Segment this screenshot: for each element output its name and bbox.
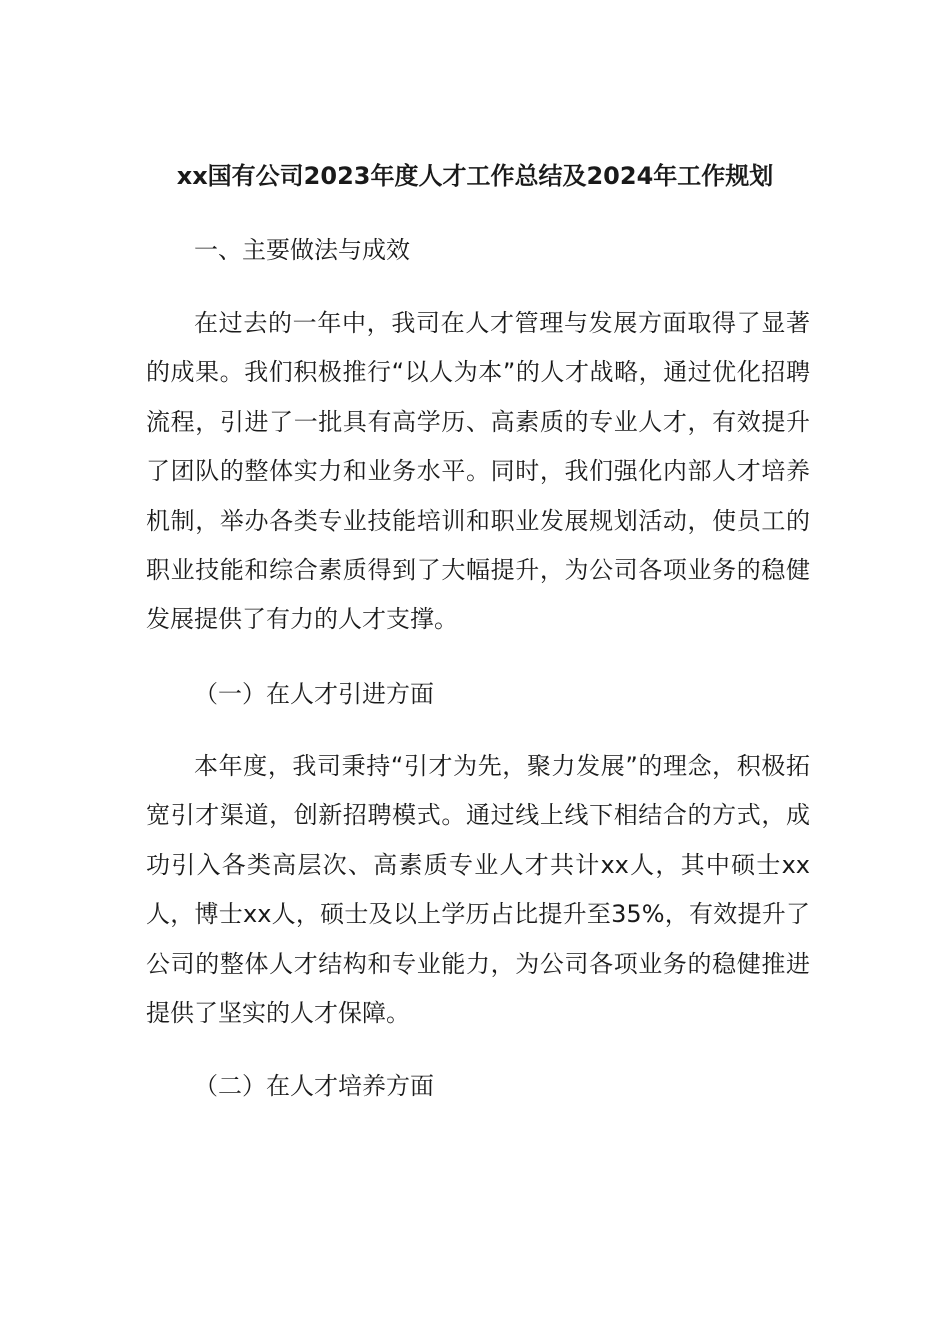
- document-title: xx国有公司2023年度人才工作总结及2024年工作规划: [176, 162, 774, 190]
- subsection-heading-talent-cultivation: （二）在人才培养方面: [194, 1072, 434, 1100]
- section-paragraph-main-practices: 在过去的一年中，我司在人才管理与发展方面取得了显著的成果。我们积极推行“以人为本”的人才战略，通过优化招聘流程，引进了一批具有高学历、高素质的专业人才，有效提升了团队的整体实力和业务水平。同时，我们强化内部人才培养机制，举办各类专业技能培训和职业发展规划活动，使员工的职业技能和综合素质得到了大幅提升，为公司各项业务的稳健发展提供了有力的人才支撑。: [146, 309, 810, 634]
- section-heading-main-practices: 一、主要做法与成效: [194, 236, 410, 264]
- subsection-heading-talent-introduction: （一）在人才引进方面: [194, 680, 434, 708]
- subsection-paragraph-talent-introduction: 本年度，我司秉持“引才为先，聚力发展”的理念，积极拓宽引才渠道，创新招聘模式。通过线上线下相结合的方式，成功引入各类高层次、高素质专业人才共计xx人，其中硕士xx人，博士xx人，硕士及以上学历占比提升至35%，有效提升了公司的整体人才结构和专业能力，为公司各项业务的稳健推进提供了坚实的人才保障。: [146, 752, 810, 1028]
